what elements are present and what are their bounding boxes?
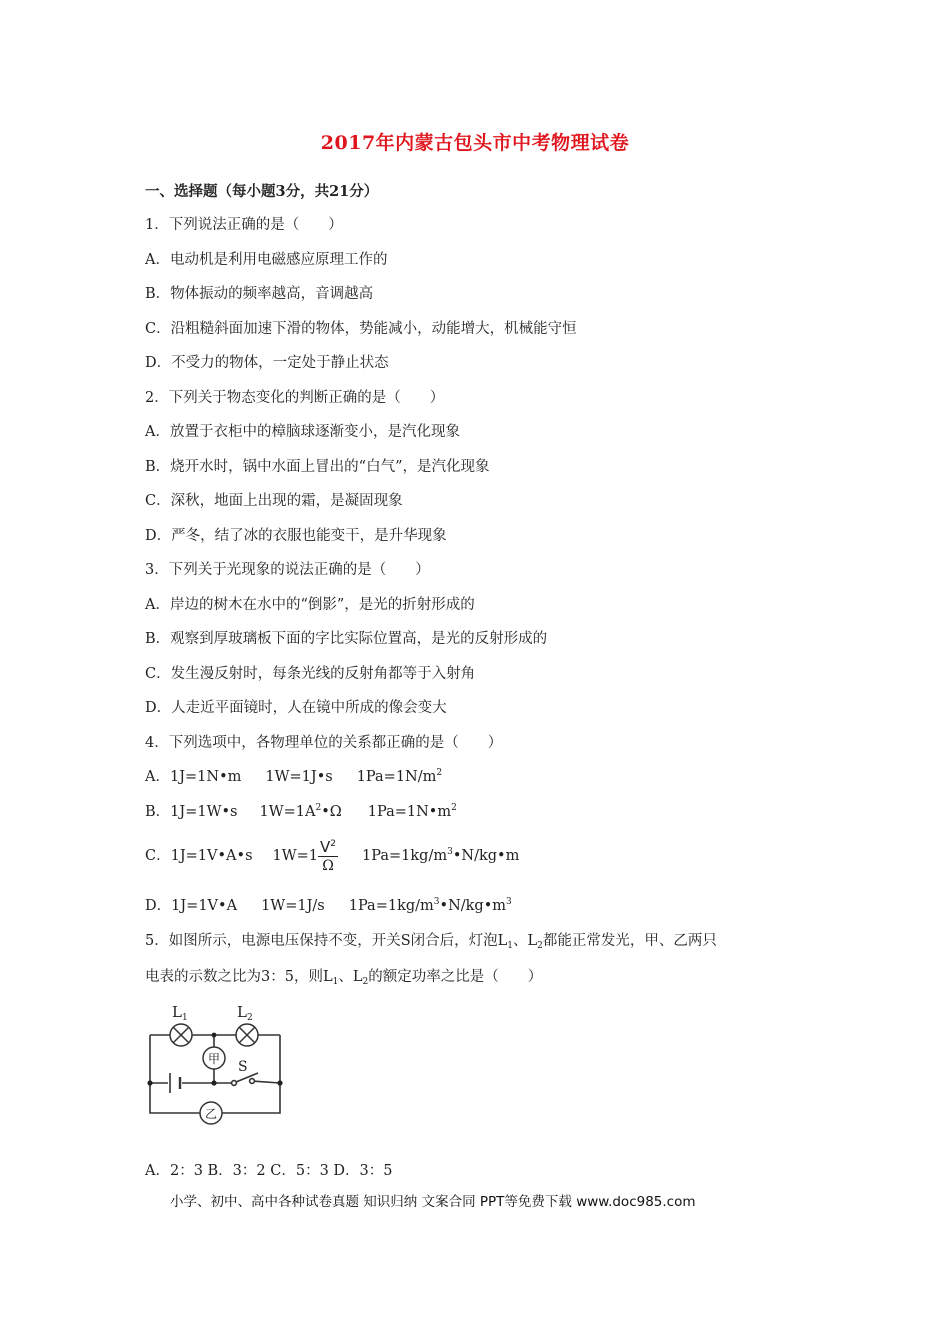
superscript: 2 [315, 803, 322, 813]
circuit-diagram [140, 995, 300, 1130]
option-label: C． [145, 848, 171, 864]
section-heading: 一、选择题（每小题3分，共21分） [145, 183, 379, 200]
q2-stem: 2．下列关于物态变化的判断正确的是（ ） [145, 390, 445, 406]
q1-option-b: B．物体振动的频率越高，音调越高 [145, 286, 374, 302]
battery-icon [170, 1073, 180, 1093]
lamp-l1-icon [170, 1024, 192, 1046]
q4-option-d [145, 896, 512, 916]
superscript: 3 [506, 897, 512, 907]
unit-relation: 1Pa=1kg/m [348, 898, 434, 914]
q4-stem: 4．下列选项中，各物理单位的关系都正确的是（ ） [145, 735, 503, 751]
superscript: 3 [447, 847, 453, 857]
option-label: A． [145, 769, 170, 785]
q1-option-c: C．沿粗糙斜面加速下滑的物体，势能减小，动能增大，机械能守恒 [145, 321, 577, 337]
q5-stem-line1: 5．如图所示，电源电压保持不变，开关S闭合后，灯泡$L_1$、$L_2$都能正常发光，甲、乙两只 [145, 933, 717, 951]
wire [150, 1035, 200, 1113]
meter-jia-label: 甲 [207, 1052, 221, 1066]
unit-relation: 1J=1N•m [169, 769, 242, 785]
unit-relation: 1W=1J•s [265, 769, 333, 785]
wire [222, 1035, 280, 1113]
meter-yi-label: 乙 [204, 1107, 218, 1121]
unit-relation: 1J=1V•A•s [170, 848, 253, 864]
q2-option-d: D．严冬，结了冰的衣服也能变干，是升华现象 [145, 528, 447, 544]
superscript: 2 [436, 768, 443, 778]
unit-relation: 1W=1A [259, 804, 316, 820]
q1-stem: 1．下列说法正确的是（ ） [145, 217, 343, 233]
q4-option-a [145, 767, 442, 787]
option-label: D． [145, 898, 172, 914]
q2-option-a: A．放置于衣柜中的樟脑球逐渐变小，是汽化现象 [145, 424, 460, 440]
q3-option-a: A．岸边的树木在水中的“倒影”，是光的折射形成的 [145, 597, 475, 613]
fraction-numerator: $V^2$ [320, 837, 337, 856]
exam-title: 2017年内蒙古包头市中考物理试卷 [320, 132, 630, 154]
unit-relation: 1J=1W•s [170, 804, 238, 820]
q1-option-a: A．电动机是利用电磁感应原理工作的 [145, 252, 388, 268]
page-footer: 小学、初中、高中各种试卷真题 知识归纳 文案合同 PPT等免费下载 www.doc985.com [170, 1194, 696, 1210]
q4-option-c [145, 836, 519, 876]
superscript: 3 [433, 897, 440, 907]
q5-stem-line2: 电表的示数之比为3：5，则$L_1$、$L_2$的额定功率之比是（ ） [145, 969, 543, 987]
q3-option-b: B．观察到厚玻璃板下面的字比实际位置高，是光的反射形成的 [145, 631, 548, 647]
fraction-denominator: Ω [322, 857, 334, 874]
q3-option-d: D．人走近平面镜时，人在镜中所成的像会变大 [145, 700, 447, 716]
unit-relation: 1Pa=1N•m [367, 804, 452, 820]
unit-relation: •N/kg•m [439, 898, 507, 914]
q3-stem: 3．下列关于光现象的说法正确的是（ ） [145, 562, 430, 578]
unit-relation: 1Pa=1kg/m [362, 848, 448, 864]
lamp-l2-label: $L_2$ [237, 1003, 253, 1023]
superscript: 2 [451, 803, 457, 813]
unit-relation: 1W=1 [272, 848, 319, 864]
q2-option-b: B．烧开水时，锅中水面上冒出的“白气”，是汽化现象 [145, 459, 490, 475]
option-label: B． [145, 804, 171, 820]
unit-relation: 1Pa=1N/m [356, 769, 437, 785]
fraction [318, 838, 338, 875]
q5-options: A．2：3 B．3：2 C．5：3 D．3：5 [145, 1163, 393, 1179]
unit-relation: 1J=1V•A [171, 898, 238, 914]
q1-option-d: D．不受力的物体，一定处于静止状态 [145, 355, 389, 371]
lamp-l2-icon [236, 1024, 258, 1046]
unit-relation: 1W=1J/s [261, 898, 325, 914]
q2-option-c: C．深秋，地面上出现的霜，是凝固现象 [145, 493, 403, 509]
unit-relation: •Ω [321, 804, 342, 820]
unit-relation: •N/kg•m [452, 848, 520, 864]
q3-option-c: C．发生漫反射时，每条光线的反射角都等于入射角 [145, 666, 476, 682]
switch-label: S [238, 1059, 248, 1075]
lamp-l1-label: $L_1$ [172, 1003, 188, 1023]
q4-option-b [145, 802, 457, 822]
